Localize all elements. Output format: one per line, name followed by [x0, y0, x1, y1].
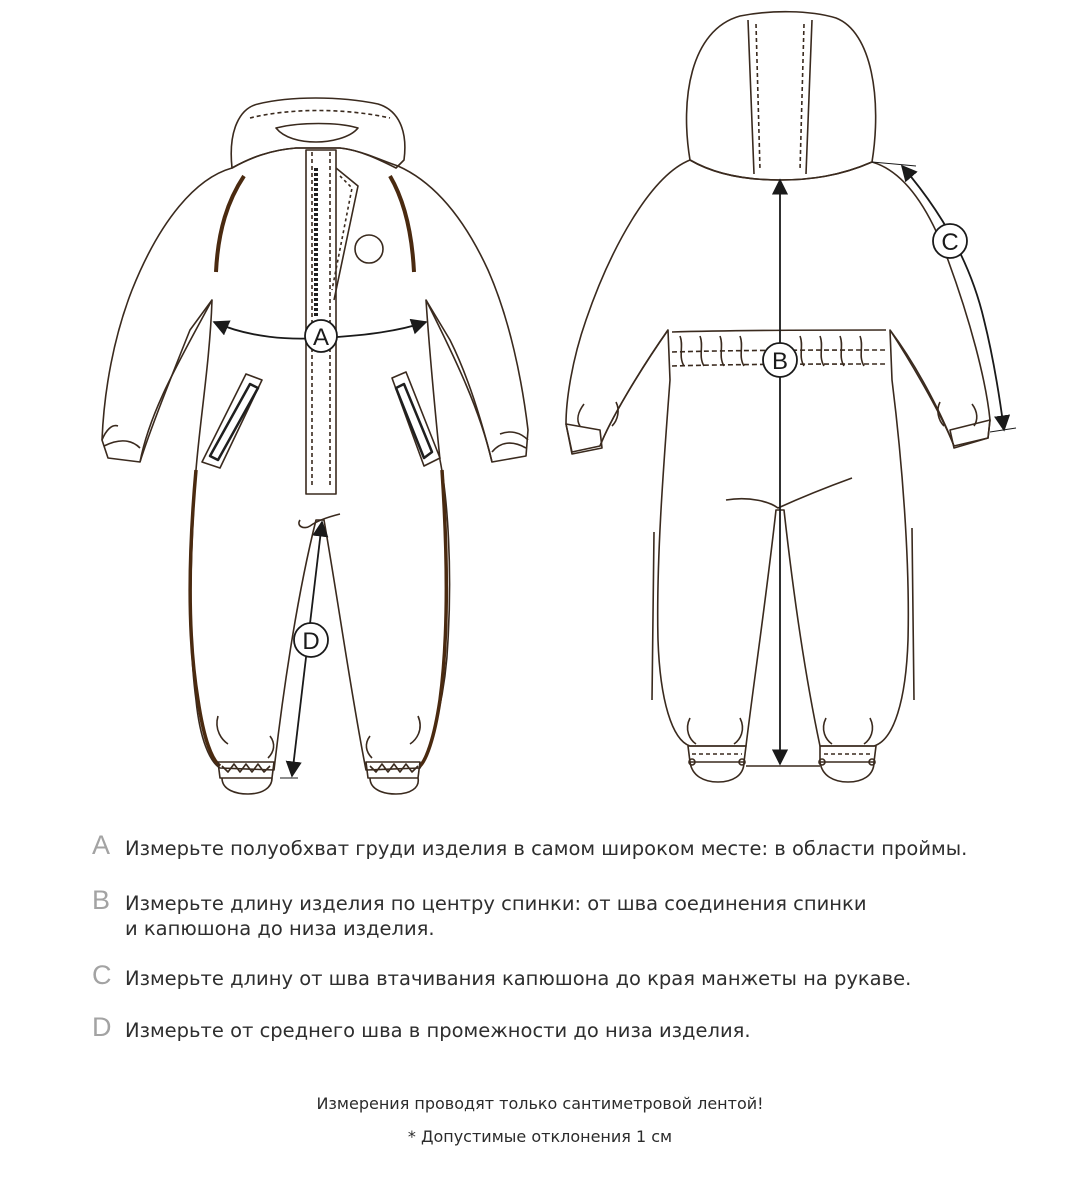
- legend-letter-a: A: [92, 830, 111, 860]
- measure-a-line: [214, 320, 426, 352]
- measure-d-line: [280, 522, 328, 778]
- marker-a: A: [312, 324, 330, 351]
- back-view-overalls: [566, 12, 990, 782]
- front-view-overalls: [102, 98, 528, 794]
- marker-d: D: [302, 628, 320, 655]
- tolerance-note: * Допустимые отклонения 1 см: [407, 1127, 673, 1146]
- back-hood: [687, 12, 876, 180]
- legend-text-d: Измерьте от среднего шва в промежности до низа изделия.: [125, 1019, 751, 1042]
- tape-only-note: Измерения проводят только сантиметровой лентой!: [316, 1094, 764, 1113]
- legend-text-c: Измерьте длину от шва втачивания капюшона до края манжеты на рукаве.: [125, 967, 912, 990]
- legend-letter-d: D: [92, 1012, 112, 1042]
- marker-b: B: [771, 348, 789, 375]
- marker-c: C: [941, 229, 959, 256]
- legend-text-a: Измерьте полуобхват груди изделия в самом широком месте: в области проймы.: [125, 837, 968, 860]
- legend-letter-c: C: [92, 960, 112, 990]
- back-body: [566, 160, 990, 746]
- legend-text-b: Измерьте длину изделия по центру спинки: от шва соединения спинки и капюшона до низа изделия.: [125, 892, 867, 940]
- legend-letter-b: B: [92, 885, 111, 915]
- measure-b-line: [763, 180, 797, 764]
